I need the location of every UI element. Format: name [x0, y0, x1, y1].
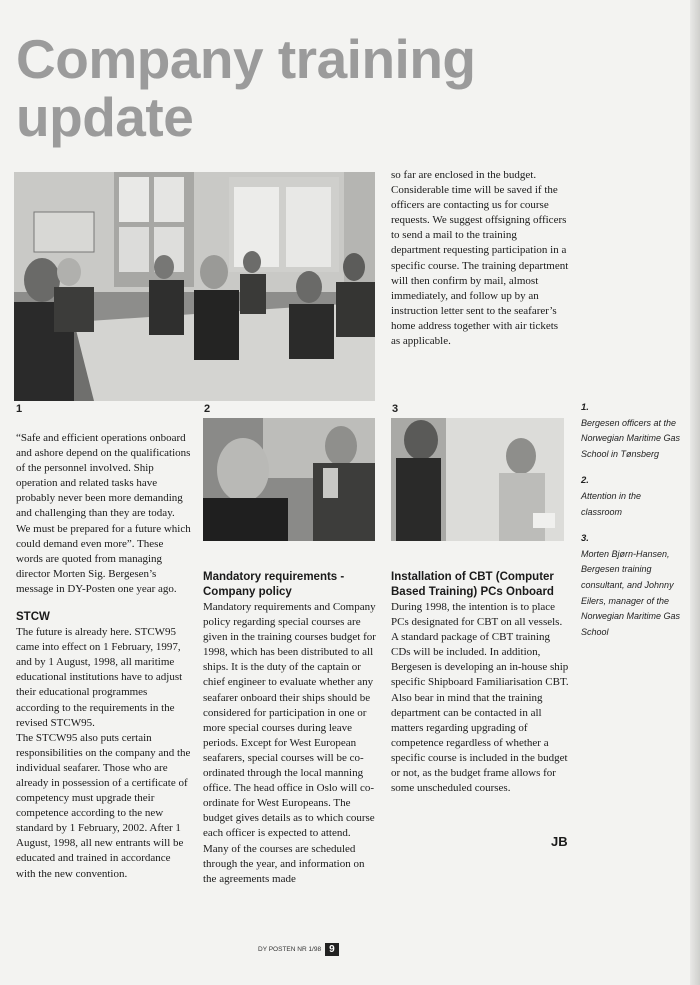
cbt-heading: Installation of CBT (Computer Based Training) PCs Onboard [391, 571, 554, 598]
mandatory-requirements-heading: Mandatory requirements - Company policy [203, 571, 345, 598]
stcw-heading: STCW [16, 611, 50, 624]
instructors-photo [391, 418, 564, 541]
page-footer [258, 943, 339, 956]
author-signature: JB [551, 834, 568, 849]
students-photo [203, 418, 375, 541]
page-edge [690, 0, 700, 985]
column-2 [203, 570, 378, 887]
column-3 [391, 570, 569, 796]
caption-1: 1. Bergesen officers at the Norwegian Maritime Gas School in Tønsberg [581, 402, 681, 459]
cbt-paragraph-2: Also bear in mind that the training department can be contacted in all matters regarding upgrading of competence regardless of whether a specific course is included in the budget or not, as the budget frame allows for some unscheduled courses. [391, 691, 568, 795]
page-title: Company training update [16, 28, 476, 148]
photo-captions [581, 400, 681, 651]
stcw-paragraph-1: The future is already here. STCW95 came into effect on 1 February, 1997, and by 1 August, 1998, all maritime educational institutions have to adjust their educational programmes according to the requirements in the revised STCW95. [16, 626, 183, 729]
intro-quote: “Safe and efficient operations onboard and ashore depend on the qualifications of the personnel involved. Ship operation and related tasks have probably never been more demanding and challenging than they are today. We must be prepared for a future which could demand even more”. These words are quoted from managing director Morten Sig. Bergesen’s message in DY-Posten one year ago. [16, 432, 191, 595]
photo-number-3: 3 [392, 403, 399, 415]
continued-text: so far are enclosed in the budget. Considerable time will be saved if the officers are contacting us for course requests. We suggest offsigning officers to send a mail to the training department requesting participation in a specific course. The training department will then confirm by mail, almost immediately, and follow up by an instruction letter sent to the seafarer’s home address together with air tickets as applicable. [391, 169, 569, 348]
photo-number-2: 2 [204, 403, 211, 415]
cbt-paragraph-1: During 1998, the intention is to place PCs designated for CBT on all vessels. A standard package of CBT training CDs will be included. In addition, Bergesen is developing an in-house ship specific Shipboard Familiarisation CBT. [391, 601, 569, 689]
caption-2: 2. Attention in the classroom [581, 475, 642, 517]
publication-name: DY POSTEN NR 1/98 [258, 946, 322, 953]
stcw-paragraph-2: The STCW95 also puts certain responsibilities on the company and the individual seafarer. Those who are already in possession of a certificate of competency must upgrade their competence according to the new standard by 1 February, 2002. After 1 August, 1998, all new entrants will be educated and trained in accordance with the new convention. [16, 731, 191, 880]
page-number: 9 [325, 943, 339, 956]
classroom-photo [14, 172, 375, 401]
mandatory-requirements-body: Mandatory requirements and Company policy regarding special courses are given in the training courses budget for 1998, which has been distributed to all ships. It is the duty of the captain or chief engineer to evaluate whether any seafarer onboard their ships should be considered for participation in one or more special courses during leave periods. Except for West European seafarers, special courses will be co-ordinated through the local manning office. The head office in Oslo will co-ordinate for West Europeans. The budget gives details as to which course each officer is expected to attend. Many of the courses are scheduled through the year, and information on the agreements made [203, 601, 376, 885]
caption-3: 3. Morten Bjørn-Hansen, Bergesen training consultant, and Johnny Eilers, manager of the Norwegian Maritime Gas School [581, 533, 681, 637]
photo-number-1: 1 [16, 403, 23, 415]
column-1 [16, 431, 191, 882]
